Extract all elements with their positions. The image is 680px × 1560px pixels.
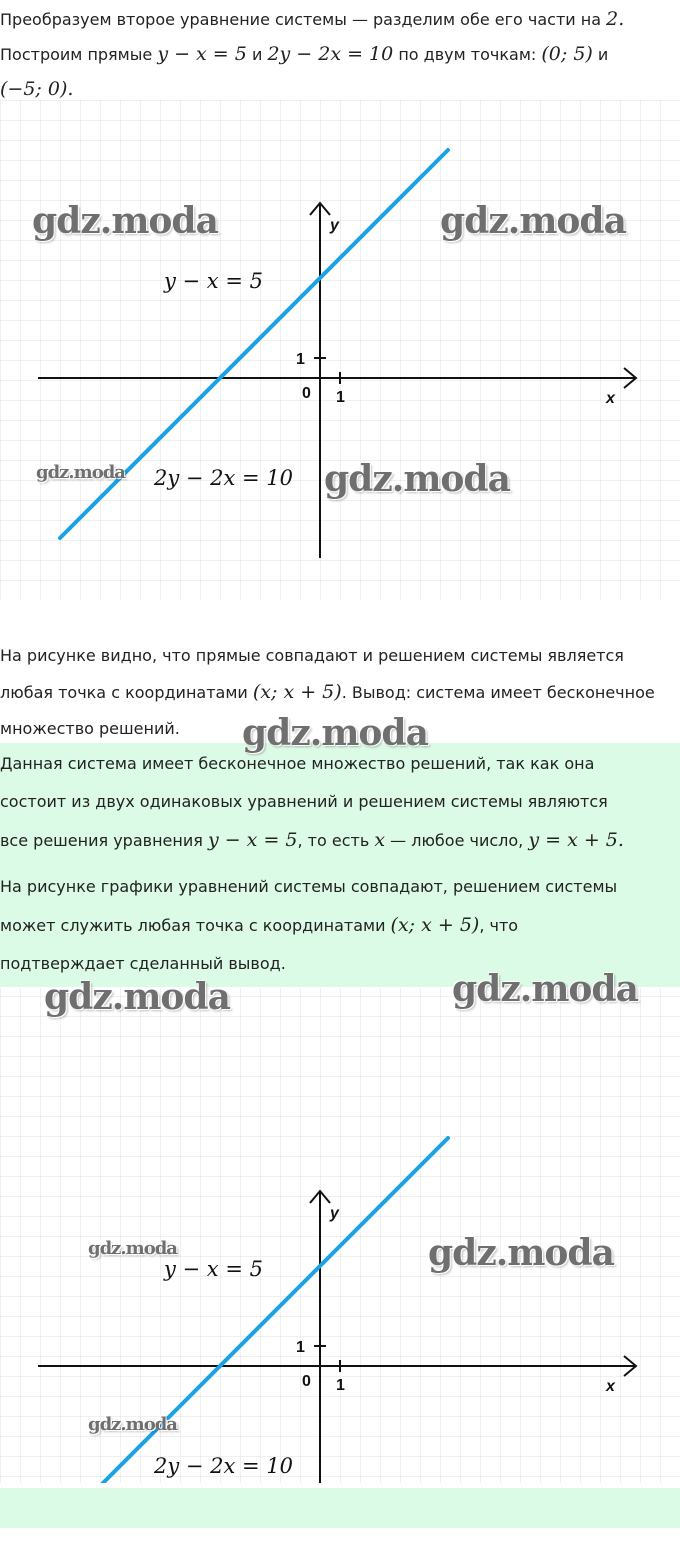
y-axis-label: y xyxy=(330,217,339,234)
watermark: gdz.moda xyxy=(324,458,510,500)
watermark: gdz.moda xyxy=(242,712,428,754)
watermark: gdz.moda xyxy=(88,1414,177,1435)
explanation-paragraph-2: На рисунке графики уравнений системы совпадают, решением системы может служить любая точка с координатами (x; x + 5), что подтверждает сделанный вывод. xyxy=(0,877,618,973)
intro-paragraph: Преобразуем второе уравнение системы — разделим обе его части на 2. Построим прямые y − x = 5 и 2y − 2x = 10 по двум точкам: (0; 5) и (−5; 0). xyxy=(0,8,625,100)
x-axis-label: x xyxy=(606,1378,615,1395)
coordinate-plane xyxy=(0,100,680,600)
origin-label: 0 xyxy=(302,385,311,402)
x-tick-label: 1 xyxy=(336,389,345,406)
equation-label-bottom: 2y − 2x = 10 xyxy=(154,1454,294,1478)
conclusion-paragraph: На рисунке видно, что прямые совпадают и решением системы является любая точка с координатами (x; x + 5). Вывод: система имеет бесконечное множество решений. xyxy=(0,646,655,738)
point-b: (−5; 0). xyxy=(0,78,74,100)
watermark: gdz.moda xyxy=(36,462,125,483)
point-a: (0; 5) xyxy=(541,43,593,65)
watermark: gdz.moda xyxy=(428,1232,614,1274)
x-tick-label: 1 xyxy=(336,1377,345,1394)
equation-label-top: y − x = 5 xyxy=(164,1257,263,1281)
explanation-paragraph-1: Данная система имеет бесконечное множество решений, так как она состоит из двух одинаковых уравнений и решением системы являются все решения уравнения y − x = 5, то есть x — любое число, y = x + 5. xyxy=(0,754,624,851)
watermark: gdz.moda xyxy=(440,200,626,242)
watermark: gdz.moda xyxy=(32,200,218,242)
equation-label-bottom: 2y − 2x = 10 xyxy=(154,466,294,490)
watermark: gdz.moda xyxy=(44,976,230,1018)
y-tick-label: 1 xyxy=(296,1339,305,1356)
x-axis-label: x xyxy=(606,390,615,407)
watermark: gdz.moda xyxy=(452,968,638,1010)
grid xyxy=(0,100,680,600)
watermark: gdz.moda xyxy=(88,1238,177,1259)
y-tick-label: 1 xyxy=(296,351,305,368)
graph-first xyxy=(0,100,680,600)
y-axis-label: y xyxy=(330,1205,339,1222)
equation-a: y − x = 5 xyxy=(157,43,247,65)
equation-label-top: y − x = 5 xyxy=(164,269,263,293)
origin-label: 0 xyxy=(302,1373,311,1390)
explanation-box-end xyxy=(0,1488,680,1528)
equation-b: 2y − 2x = 10 xyxy=(267,43,394,65)
explanation-box xyxy=(0,743,680,987)
